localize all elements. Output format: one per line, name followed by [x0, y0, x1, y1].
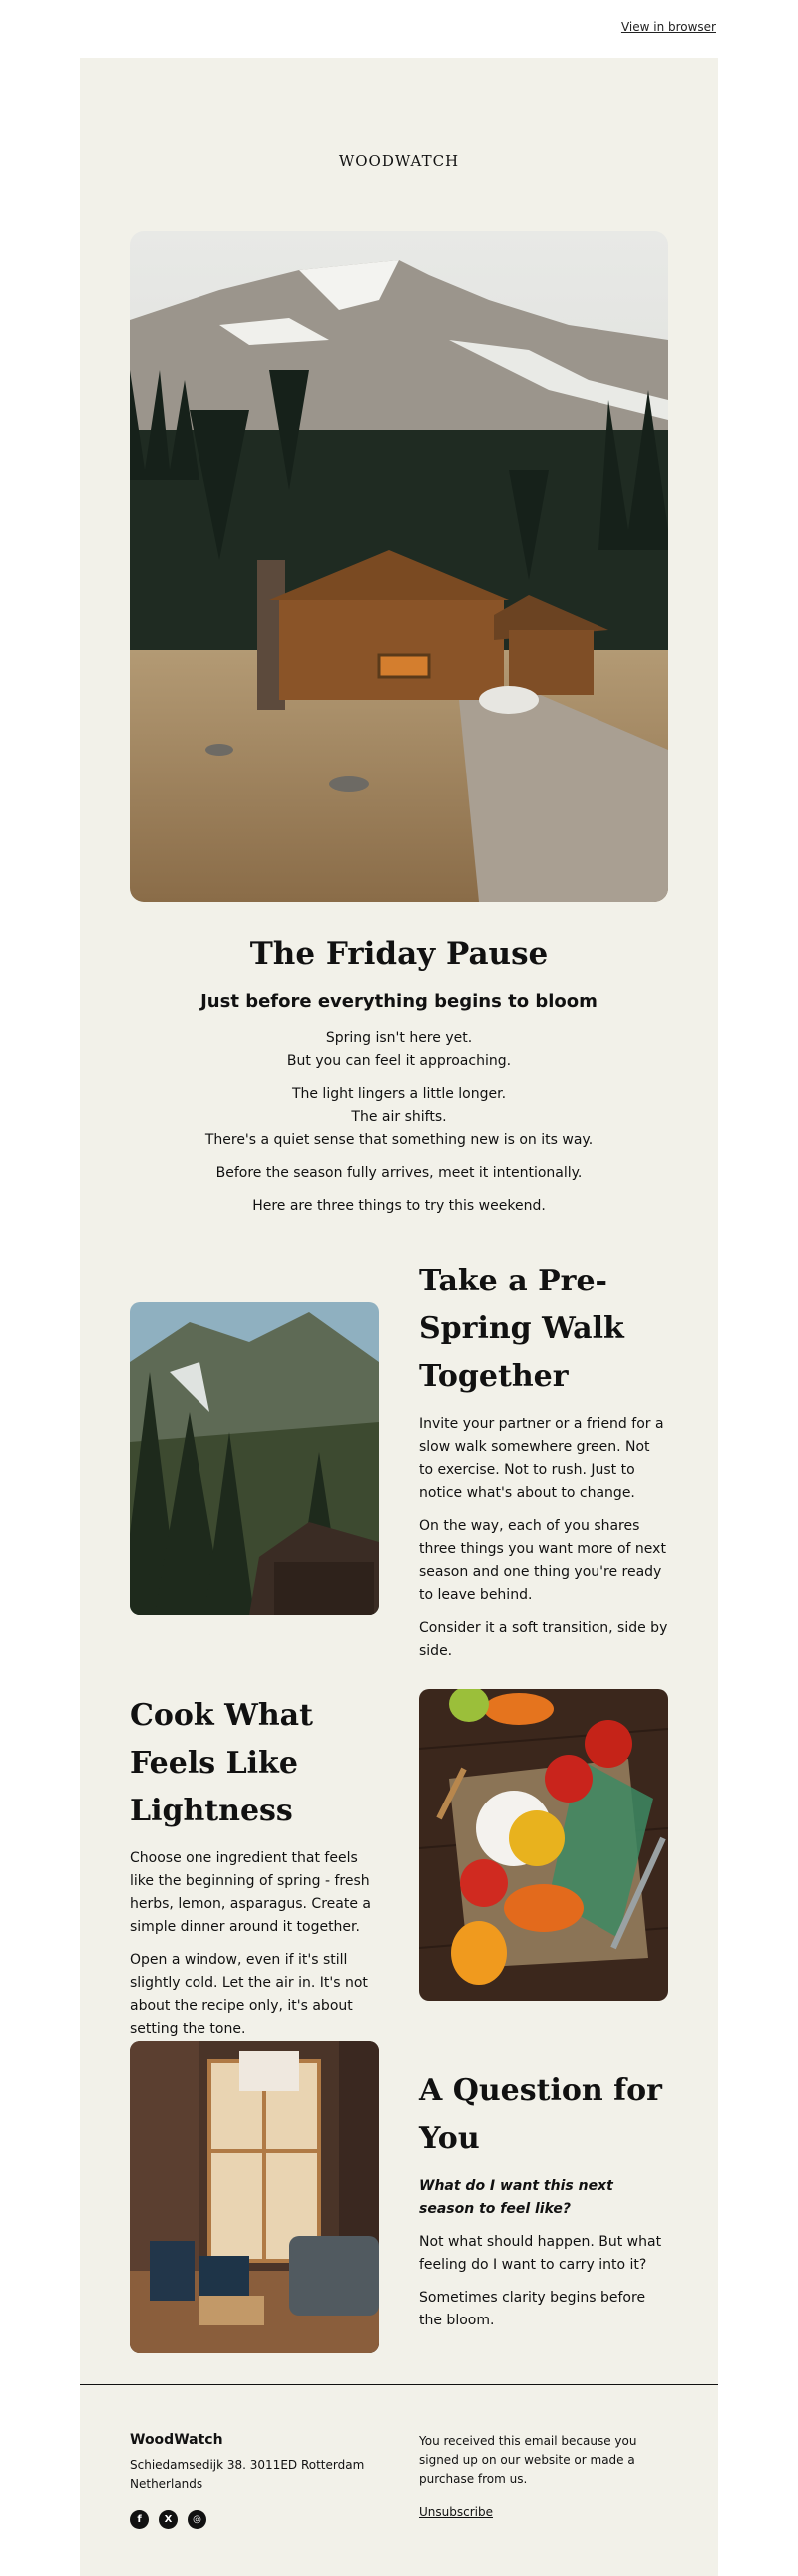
intro-text — [80, 1027, 718, 1228]
facebook-icon[interactable]: f — [130, 2510, 149, 2529]
social-links — [130, 2510, 389, 2529]
x-icon[interactable]: X — [159, 2510, 178, 2529]
living-room-image — [130, 2041, 379, 2353]
vegetables-image — [419, 1689, 668, 2001]
view-in-browser-link[interactable]: View in browser — [620, 20, 716, 34]
section-paragraph: Not what should happen. But what feeling do I want to carry into it? — [419, 2234, 662, 2273]
intro-paragraph — [80, 1083, 718, 1152]
brand-logo: WOODWATCH — [338, 152, 460, 170]
section-paragraph: Consider it a soft transition, side by side. — [419, 1620, 668, 1659]
section-title: Cook What Feels Like Lightness — [130, 1698, 313, 1828]
section-question-text: What do I want this next season to feel like? — [419, 2178, 613, 2217]
section-cook — [130, 1692, 379, 2051]
section-paragraph: Sometimes clarity begins before the bloom. — [419, 2290, 646, 2328]
footer-company — [130, 2432, 389, 2529]
footer-legal — [419, 2432, 668, 2522]
footer-notice: You received this email because you signed up on our website or made a purchase from us. — [419, 2434, 637, 2486]
footer-divider — [80, 2384, 718, 2385]
intro-line: Spring isn't here yet. — [325, 1030, 473, 1046]
intro-line: There's a quiet sense that something new is on its way. — [204, 1132, 594, 1148]
newsletter-subtitle: Just before everything begins to bloom — [200, 991, 598, 1012]
section-paragraph: On the way, each of you shares three things you want more of next season and one thing you're ready to leave behind. — [419, 1518, 666, 1603]
instagram-icon[interactable]: ◎ — [188, 2510, 206, 2529]
section-paragraph: Choose one ingredient that feels like the beginning of spring - fresh herbs, lemon, asparagus. Create a simple dinner around it together. — [130, 1850, 371, 1935]
intro-line: But you can feel it approaching. — [286, 1053, 512, 1069]
section-walk — [419, 1258, 668, 1673]
unsubscribe-link[interactable]: Unsubscribe — [419, 2505, 493, 2519]
footer-brand: WoodWatch — [130, 2432, 223, 2448]
section-title: A Question for You — [419, 2073, 662, 2156]
section-paragraph: Invite your partner or a friend for a slow walk somewhere green. Not to exercise. Not to rush. Just to notice what's about to change. — [419, 1416, 664, 1501]
footer-address: Schiedamsedijk 38. 3011ED Rotterdam Netherlands — [130, 2458, 365, 2491]
section-question — [419, 2067, 668, 2342]
top-bar — [0, 0, 798, 58]
intro-line: The air shifts. — [351, 1109, 447, 1125]
intro-paragraph — [80, 1027, 718, 1073]
email-card — [80, 58, 718, 2576]
newsletter-title: The Friday Pause — [249, 936, 549, 972]
mountain-forest-image — [130, 1302, 379, 1615]
hero-image — [130, 231, 668, 902]
intro-paragraph: Before the season fully arrives, meet it intentionally. — [215, 1165, 583, 1181]
intro-line: The light lingers a little longer. — [291, 1086, 507, 1102]
section-paragraph: Open a window, even if it's still slightly cold. Let the air in. It's not about the recipe only, it's about setting the tone. — [130, 1952, 368, 2037]
intro-paragraph: Here are three things to try this weekend. — [252, 1198, 546, 1214]
section-title: Take a Pre-Spring Walk Together — [419, 1264, 624, 1394]
